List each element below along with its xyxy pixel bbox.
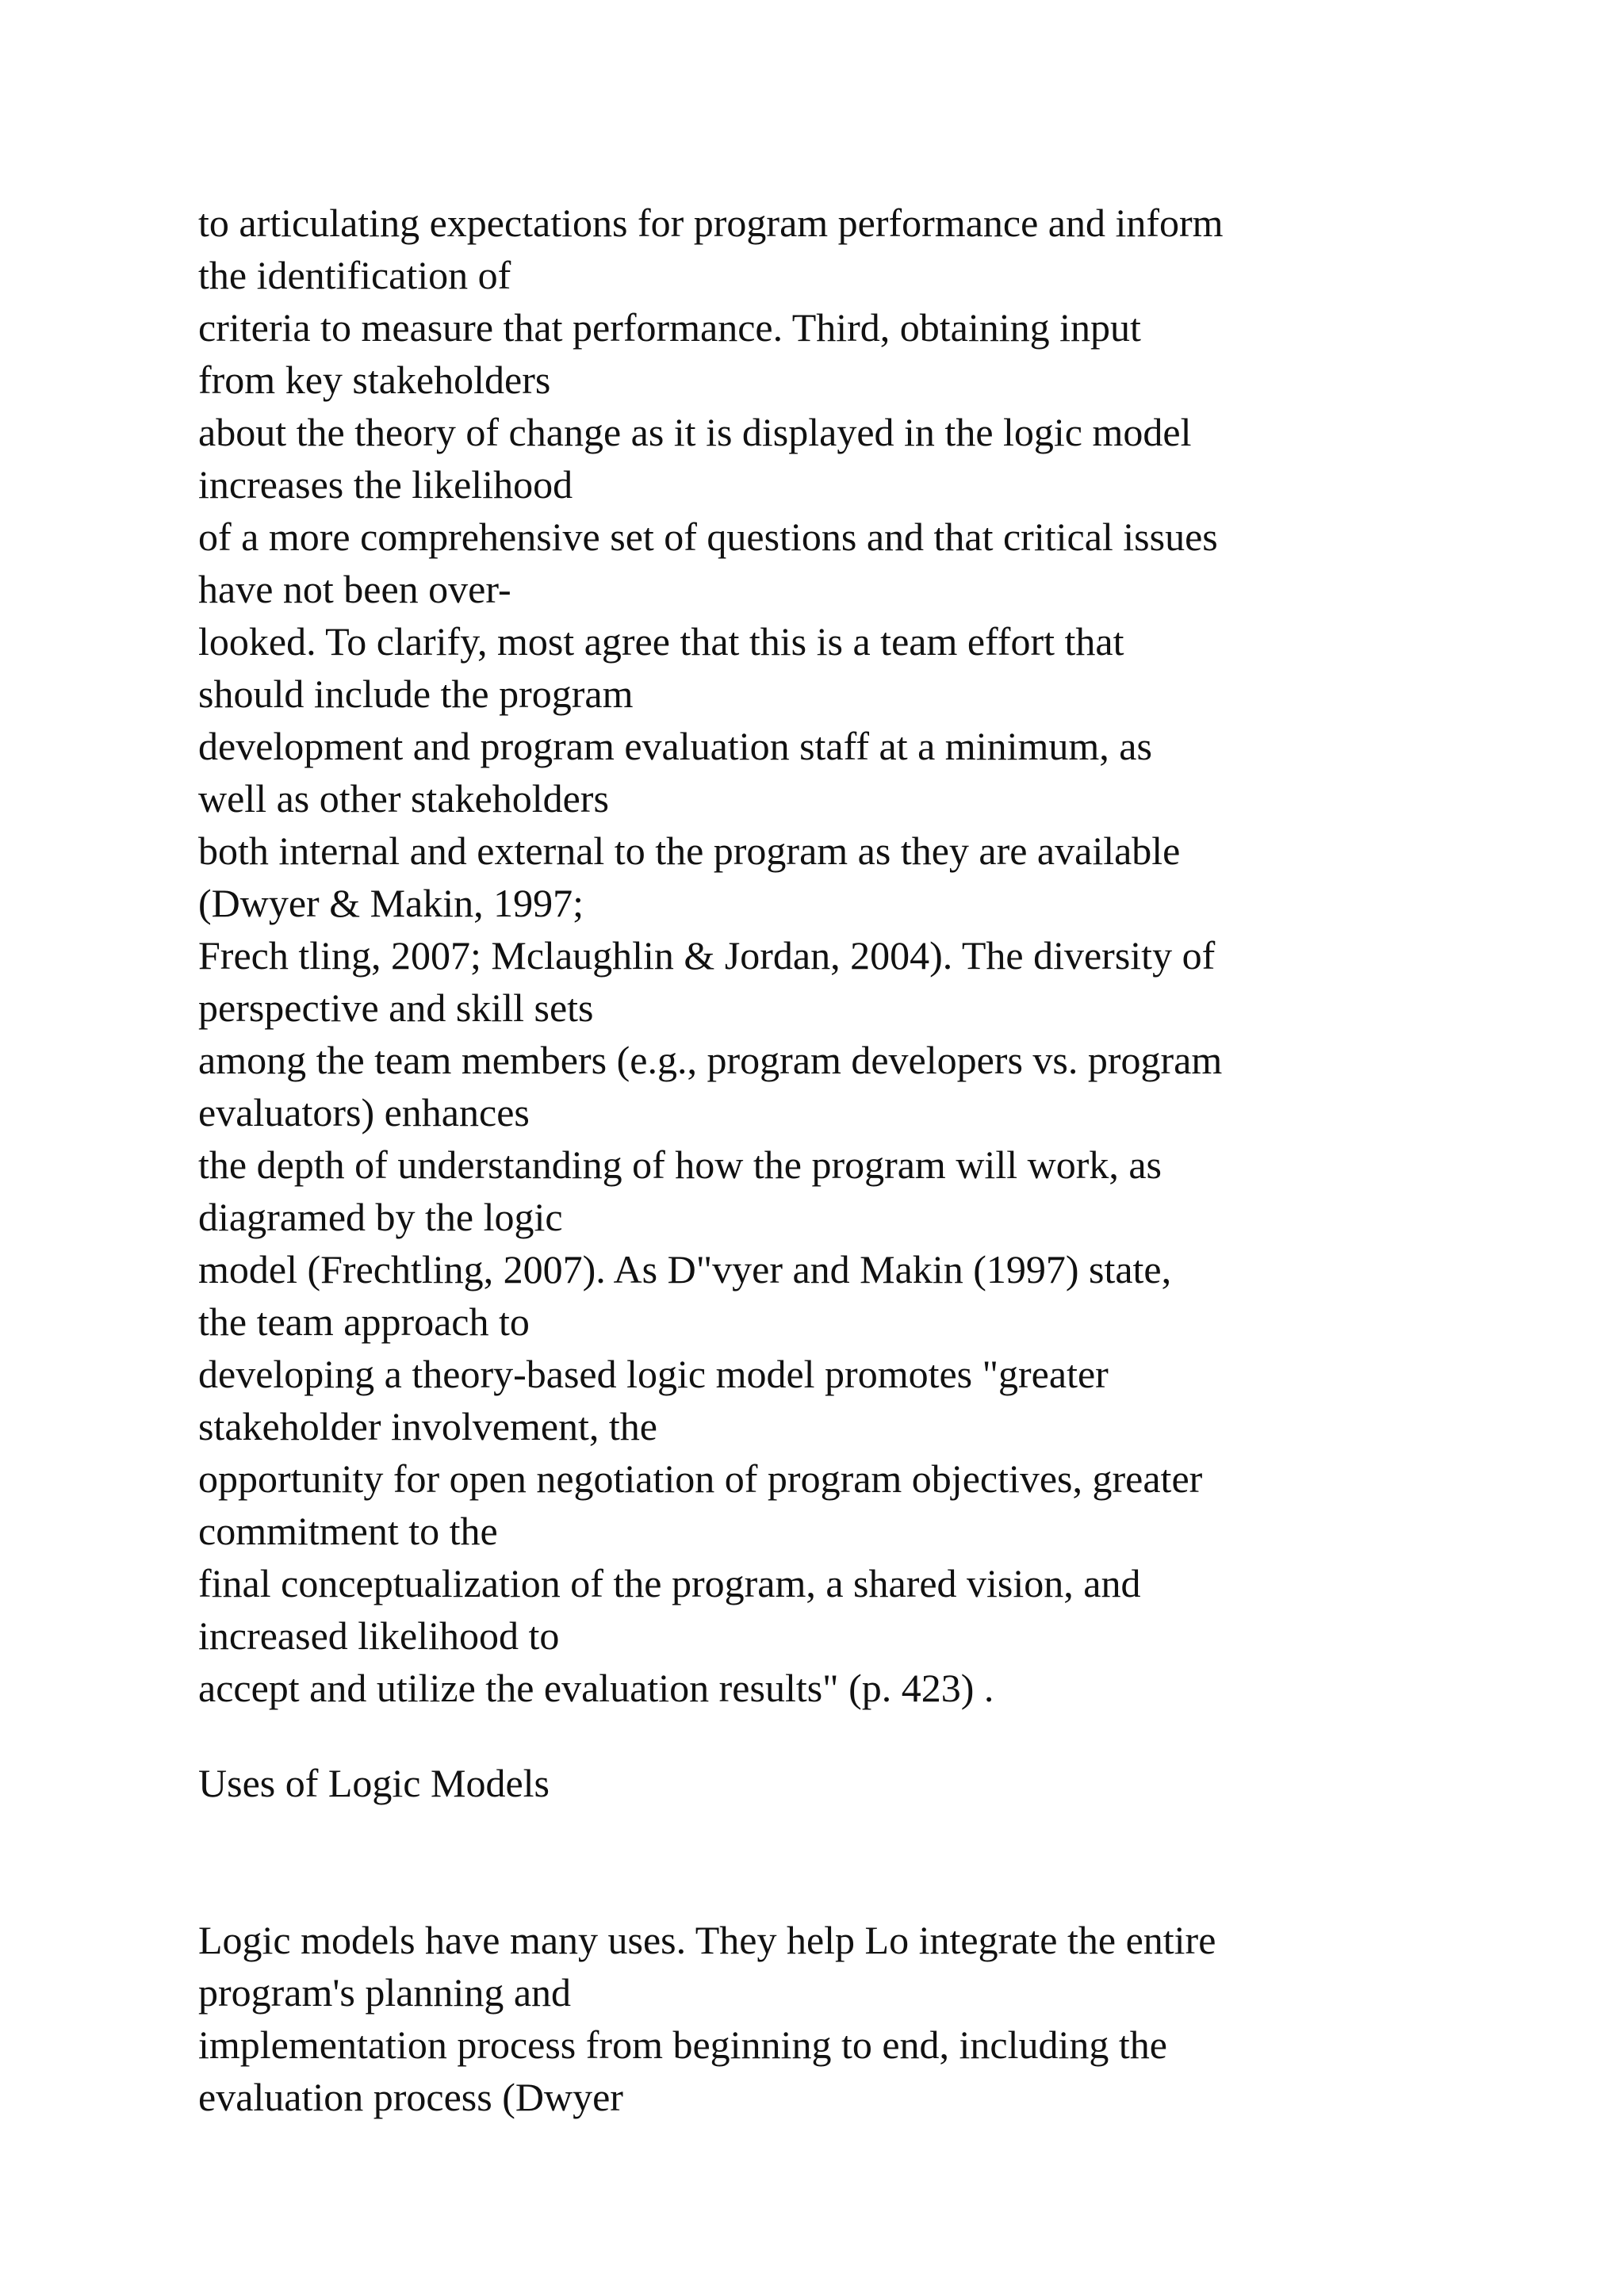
text-line: (Dwyer & Makin, 1997; bbox=[198, 881, 584, 925]
text-line: the depth of understanding of how the program will work, as bbox=[198, 1142, 1162, 1187]
text-line: accept and utilize the evaluation results" (p. 423) . bbox=[198, 1666, 994, 1710]
text-line: Logic models have many uses. They help Lo integrate the entire bbox=[198, 1918, 1216, 1962]
text-line: evaluation process (Dwyer bbox=[198, 2075, 623, 2119]
text-line: of a more comprehensive set of questions and that critical issues bbox=[198, 515, 1218, 559]
text-line: have not been over- bbox=[198, 567, 511, 611]
text-line: developing a theory-based logic model promotes "greater bbox=[198, 1352, 1109, 1396]
text-line: looked. To clarify, most agree that this is a team effort that bbox=[198, 619, 1124, 664]
text-line: opportunity for open negotiation of program objectives, greater bbox=[198, 1456, 1203, 1501]
text-line: perspective and skill sets bbox=[198, 985, 594, 1030]
text-line: well as other stakeholders bbox=[198, 776, 609, 821]
section-heading bbox=[198, 1757, 1546, 1809]
text-line: increases the likelihood bbox=[198, 462, 573, 507]
text-line: final conceptualization of the program, a shared vision, and bbox=[198, 1561, 1141, 1605]
text-line: to articulating expectations for program performance and inform bbox=[198, 201, 1224, 245]
text-line: among the team members (e.g., program developers vs. program bbox=[198, 1038, 1223, 1082]
text-line: implementation process from beginning to end, including the bbox=[198, 2022, 1167, 2067]
text-line: program's planning and bbox=[198, 1970, 572, 2015]
text-line: model (Frechtling, 2007). As D"vyer and Makin (1997) state, bbox=[198, 1247, 1172, 1292]
text-line: commitment to the bbox=[198, 1509, 498, 1553]
text-line: the identification of bbox=[198, 253, 511, 297]
paragraph-2 bbox=[198, 1914, 1546, 2123]
heading-text: Uses of Logic Models bbox=[198, 1761, 550, 1805]
text-line: increased likelihood to bbox=[198, 1613, 560, 1658]
paragraph-1 bbox=[198, 197, 1546, 1714]
text-line: both internal and external to the program as they are available bbox=[198, 828, 1181, 873]
text-line: Frech tling, 2007; Mclaughlin & Jordan, 2004). The diversity of bbox=[198, 933, 1216, 978]
text-line: evaluators) enhances bbox=[198, 1090, 530, 1135]
text-line: development and program evaluation staff at a minimum, as bbox=[198, 724, 1152, 768]
text-line: about the theory of change as it is displayed in the logic model bbox=[198, 410, 1192, 454]
text-line: criteria to measure that performance. Third, obtaining input bbox=[198, 305, 1141, 350]
text-line: stakeholder involvement, the bbox=[198, 1404, 658, 1448]
text-line: should include the program bbox=[198, 672, 634, 716]
text-line: from key stakeholders bbox=[198, 358, 551, 402]
text-line: diagramed by the logic bbox=[198, 1195, 563, 1239]
text-line: the team approach to bbox=[198, 1299, 530, 1344]
